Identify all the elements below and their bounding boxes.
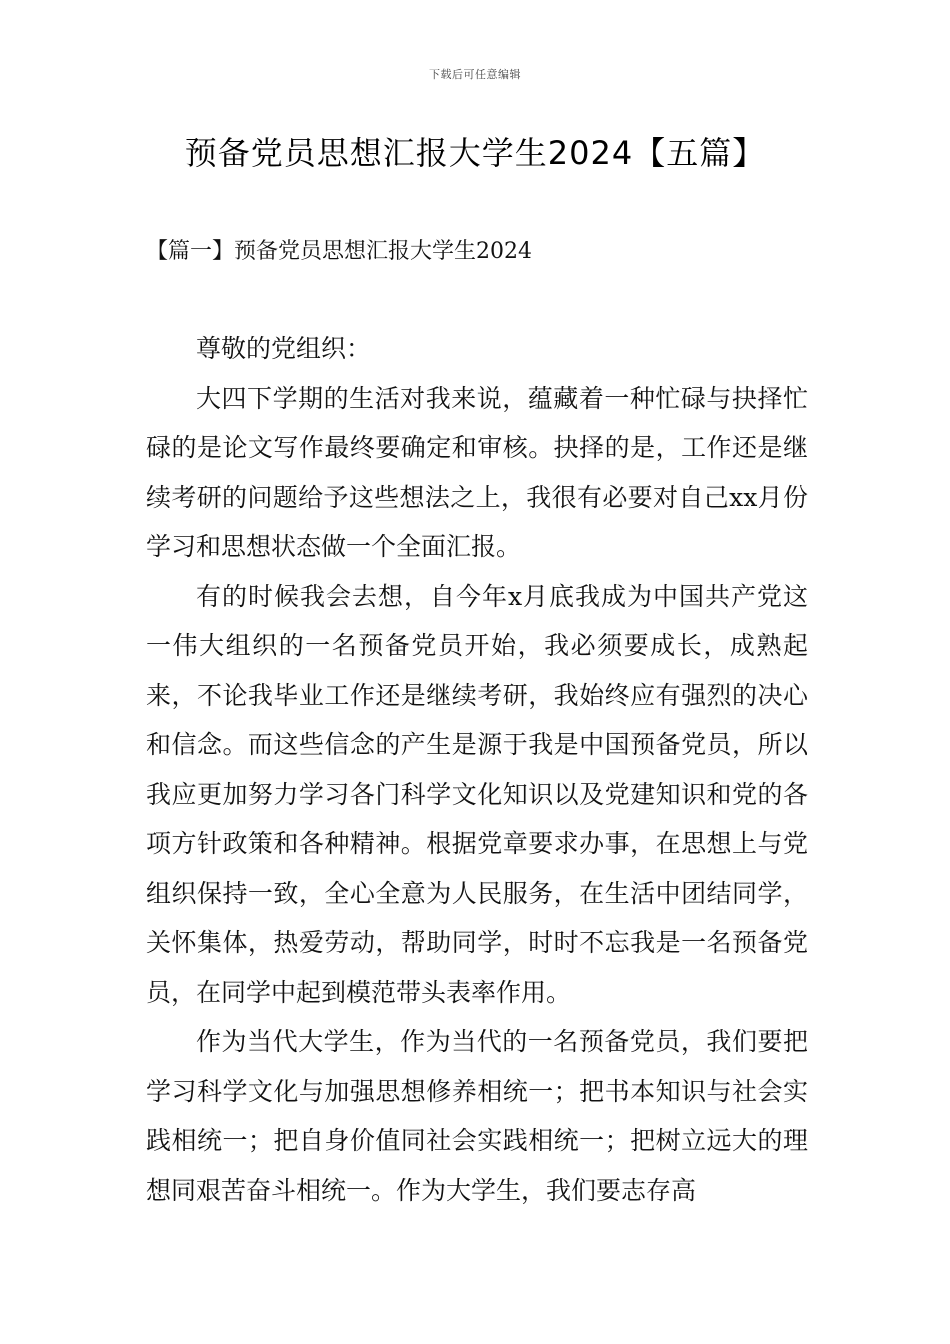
- header-note: 下载后可任意编辑: [429, 68, 521, 81]
- paragraph-2: 有的时候我会去想，自今年x月底我成为中国共产党这一伟大组织的一名预备党员开始，我必须要成长，成熟起来，不论我毕业工作还是继续考研，我始终应有强烈的决心和信念。而这些信念的产生是源于我是中国预备党员，所以我应更加努力学习各门科学文化知识以及党建知识和党的各项方针政策和各种精神。根据党章要求办事，在思想上与党组织保持一致，全心全意为人民服务，在生活中团结同学，关怀集体，热爱劳动，帮助同学，时时不忘我是一名预备党员，在同学中起到模范带头表率作用。: [146, 581, 808, 1007]
- section-heading: 【篇一】预备党员思想汇报大学生2024: [146, 239, 532, 264]
- paragraph-1: 大四下学期的生活对我来说，蕴藏着一种忙碌与抉择忙碌的是论文写作最终要确定和审核。抉择的是，工作还是继续考研的问题给予这些想法之上，我很有必要对自己xx月份学习和思想状态做一个全面汇报。: [146, 383, 808, 561]
- salutation: 尊敬的党组织：: [196, 334, 372, 363]
- document-title: 预备党员思想汇报大学生2024【五篇】: [184, 134, 766, 172]
- body-text: [146, 324, 808, 1215]
- paragraph-3: 作为当代大学生，作为当代的一名预备党员，我们要把学习科学文化与加强思想修养相统一；把书本知识与社会实践相统一；把自身价值同社会实践相统一；把树立远大的理想同艰苦奋斗相统一。作为大学生，我们要志存高: [146, 1027, 808, 1205]
